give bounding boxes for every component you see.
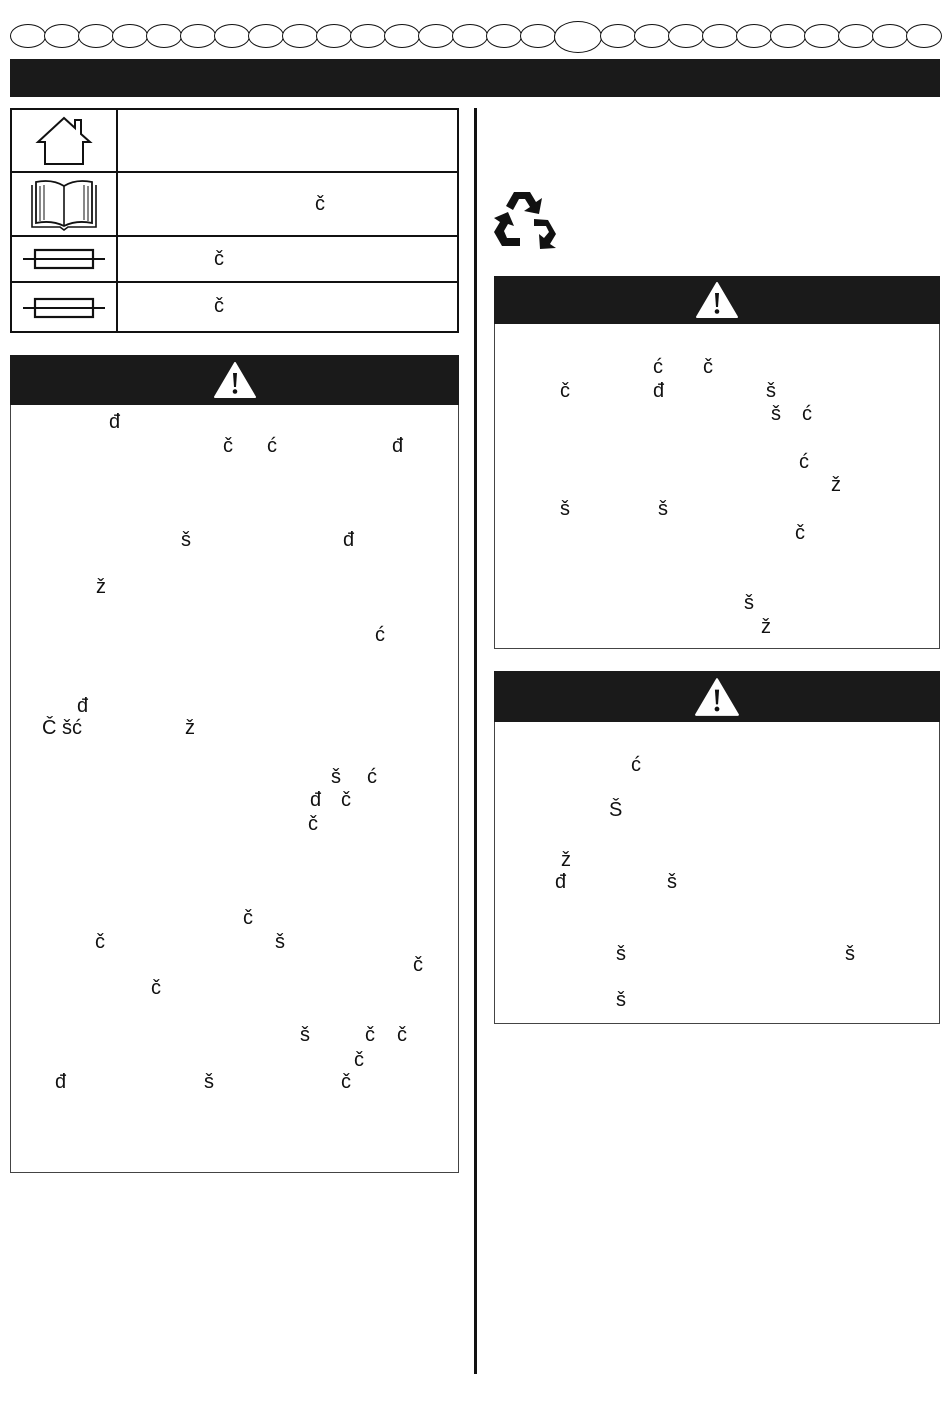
warning-text-fragment: š (204, 1071, 214, 1093)
tab-oval (316, 24, 352, 48)
warning-text-fragment: č (365, 1024, 375, 1046)
warning-text-fragment: č (413, 954, 423, 976)
warning-text-fragment: š (766, 380, 776, 402)
tab-oval (486, 24, 522, 48)
tab-oval (520, 24, 556, 48)
warning-text-fragment: đ (343, 529, 355, 551)
house-icon (12, 110, 118, 171)
tab-oval (78, 24, 114, 48)
title-bar (10, 59, 940, 97)
warning-text-fragment: ž (561, 849, 571, 871)
symbol-text: č (214, 295, 224, 317)
tab-oval (418, 24, 454, 48)
warning-text-fragment: đ (109, 411, 121, 433)
tab-oval (770, 24, 806, 48)
warning-triangle-icon (213, 361, 257, 399)
warning-text-fragment: đ (653, 380, 665, 402)
warning-text-fragment: ć (267, 435, 277, 457)
symbol-text: č (214, 248, 224, 270)
warning-text-fragment: đ (392, 435, 404, 457)
warning-text-fragment: Č šć (42, 717, 82, 739)
tab-oval (838, 24, 874, 48)
tab-oval (702, 24, 738, 48)
symbol-row (12, 283, 457, 333)
tab-oval (146, 24, 182, 48)
tab-oval (350, 24, 386, 48)
warning-text-fragment: đ (310, 789, 322, 811)
warning-text-fragment: č (308, 813, 318, 835)
tab-oval (44, 24, 80, 48)
tab-oval (112, 24, 148, 48)
warning-header (10, 355, 459, 405)
warning-text-fragment: đ (555, 871, 567, 893)
warning-text-fragment: ž (96, 576, 106, 598)
tab-oval (384, 24, 420, 48)
page-tab-strip (10, 22, 940, 52)
warning-text-fragment: č (223, 435, 233, 457)
manual-book-icon (12, 173, 118, 235)
warning-text-fragment: č (95, 931, 105, 953)
warning-triangle-icon (695, 281, 739, 319)
warning-text-fragment: ć (799, 451, 809, 473)
tab-oval (248, 24, 284, 48)
warning-text-fragment: š (658, 498, 668, 520)
tab-oval (10, 24, 46, 48)
warning-text-fragment: č (341, 1071, 351, 1093)
warning-text-fragment: š (560, 498, 570, 520)
warning-text-fragment: š (667, 871, 677, 893)
tab-oval (600, 24, 636, 48)
tab-oval (668, 24, 704, 48)
warning-box (494, 276, 940, 649)
warning-text-fragment: Š (609, 799, 623, 821)
tab-oval (214, 24, 250, 48)
warning-text-fragment: č (397, 1024, 407, 1046)
warning-text-fragment: č (341, 789, 351, 811)
warning-text-fragment: č (354, 1049, 364, 1071)
warning-text-fragment: š (845, 943, 855, 965)
warning-text-fragment: š (181, 529, 191, 551)
warning-text-fragment: č (703, 356, 713, 378)
warning-text-fragment: č (560, 380, 570, 402)
warning-header (494, 671, 940, 722)
symbol-text: č (315, 193, 325, 215)
symbol-table (10, 108, 459, 333)
warning-text-fragment: č (795, 522, 805, 544)
tab-oval (872, 24, 908, 48)
warning-text-fragment: ć (653, 356, 663, 378)
warning-text-fragment: ć (802, 403, 812, 425)
warning-box (10, 355, 459, 1173)
tab-oval (804, 24, 840, 48)
warning-text-fragment: ć (631, 754, 641, 776)
warning-triangle-icon (694, 677, 740, 717)
warning-header (494, 276, 940, 324)
warning-text-fragment: đ (77, 695, 89, 717)
warning-text-fragment: đ (55, 1071, 67, 1093)
fuse-icon (12, 237, 118, 281)
tab-oval (906, 24, 942, 48)
tab-oval (282, 24, 318, 48)
warning-text-fragment: š (616, 943, 626, 965)
fuse-icon (12, 283, 118, 333)
column-divider (474, 108, 477, 1374)
warning-text-fragment: č (243, 907, 253, 929)
symbol-row (12, 110, 457, 173)
warning-text-fragment: š (744, 592, 754, 614)
warning-text-fragment: ž (761, 616, 771, 638)
tab-oval (452, 24, 488, 48)
warning-text-fragment: ć (367, 766, 377, 788)
warning-box (494, 671, 940, 1024)
tab-oval (736, 24, 772, 48)
tab-oval (554, 21, 602, 53)
symbol-row (12, 237, 457, 283)
warning-text-fragment: č (151, 977, 161, 999)
tab-oval (180, 24, 216, 48)
warning-text-fragment: š (300, 1024, 310, 1046)
warning-text-fragment: ž (831, 474, 841, 496)
symbol-row (12, 173, 457, 237)
warning-text-fragment: š (771, 403, 781, 425)
recycle-icon (492, 186, 560, 254)
warning-text-fragment: š (616, 989, 626, 1011)
warning-text-fragment: š (331, 766, 341, 788)
tab-oval (634, 24, 670, 48)
warning-text-fragment: ć (375, 624, 385, 646)
warning-text-fragment: š (275, 931, 285, 953)
warning-text-fragment: ž (185, 717, 195, 739)
